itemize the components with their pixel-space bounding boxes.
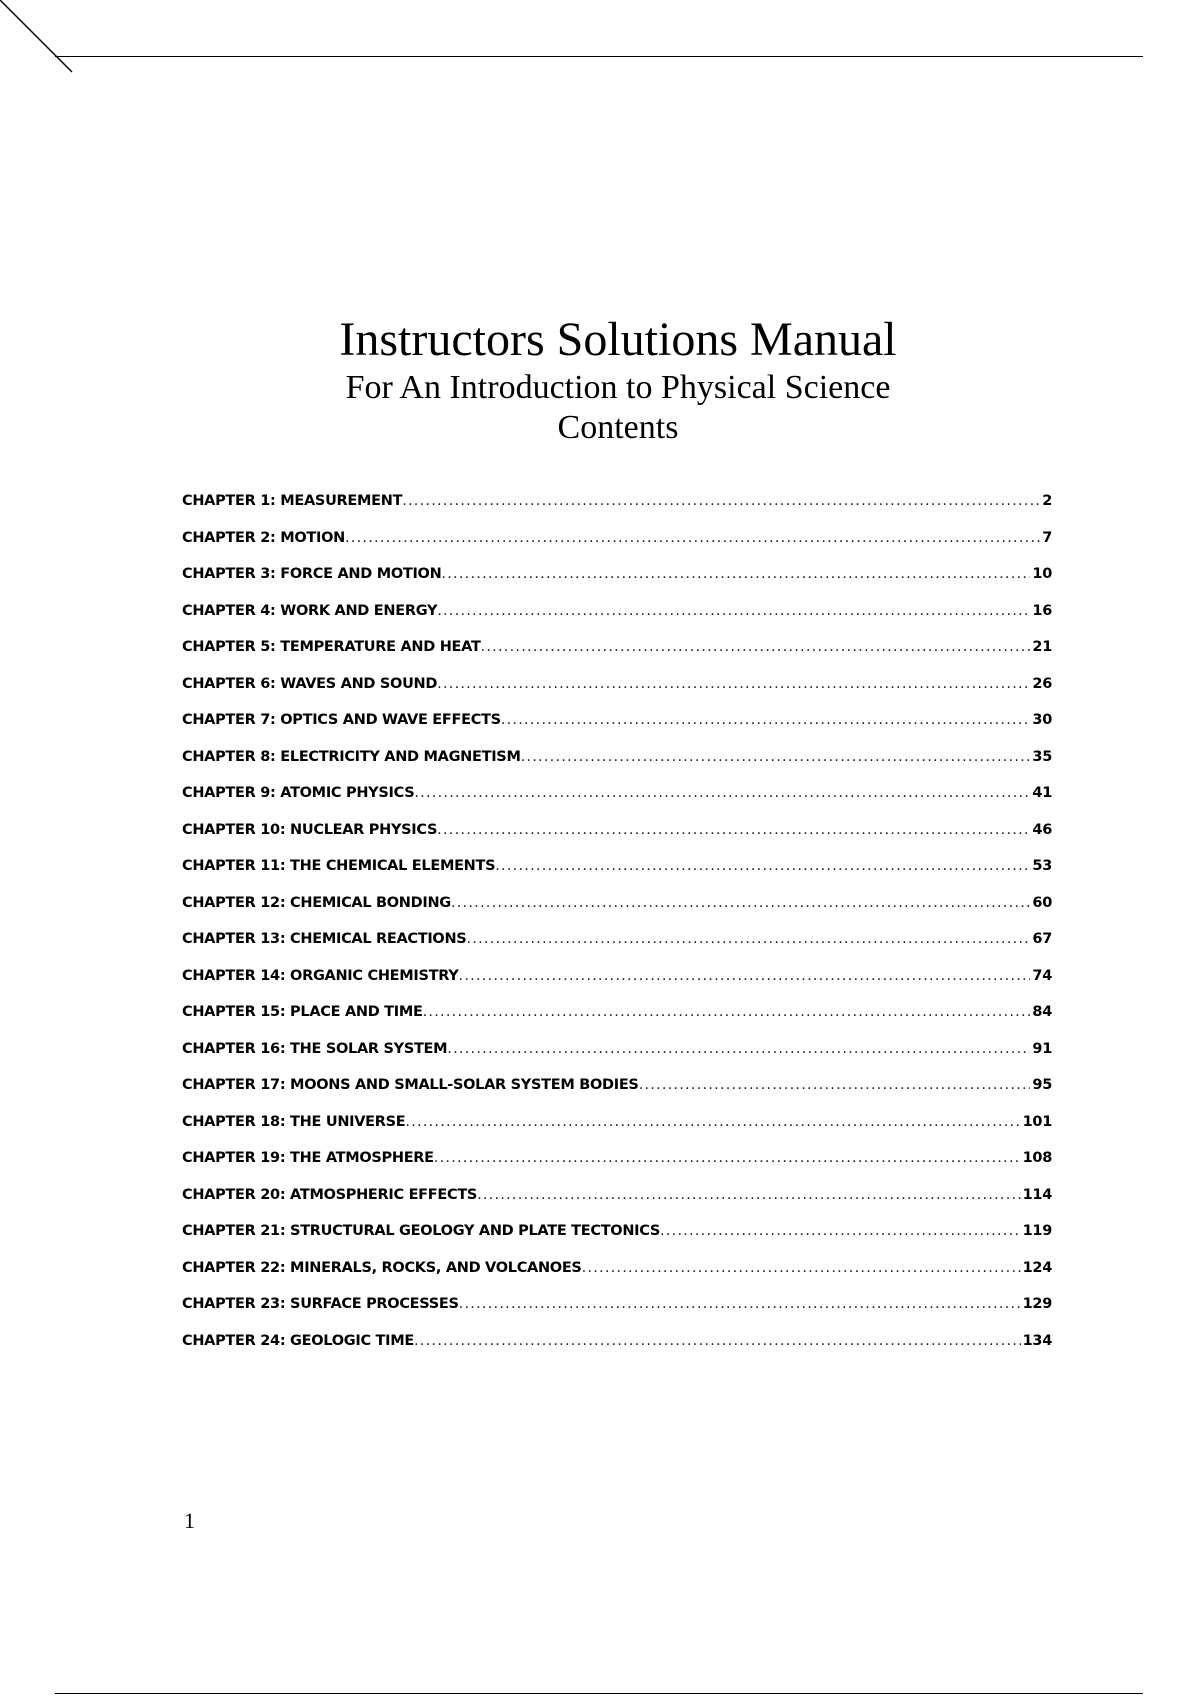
toc-dot-leader	[345, 530, 1040, 546]
toc-entry-label: CHAPTER 10: NUCLEAR PHYSICS	[182, 821, 438, 838]
toc-dot-leader	[434, 1150, 1021, 1166]
toc-entry-page: 46	[1032, 821, 1052, 838]
toc-dot-leader	[660, 1223, 1021, 1239]
toc-dot-leader	[405, 1114, 1020, 1130]
toc-entry-label: CHAPTER 14: ORGANIC CHEMISTRY	[182, 967, 459, 984]
toc-dot-leader	[451, 895, 1031, 911]
toc-entry-label: CHAPTER 9: ATOMIC PHYSICS	[182, 785, 415, 801]
toc-dot-leader	[466, 931, 1030, 947]
bottom-rule	[55, 1693, 1143, 1694]
contents-heading: Contents	[557, 409, 679, 446]
toc-dot-leader	[447, 1041, 1030, 1057]
toc-entry[interactable]	[182, 749, 1052, 786]
toc-entry[interactable]	[182, 785, 1052, 822]
toc-entry-page: 53	[1032, 858, 1052, 874]
toc-entry-label: CHAPTER 18: THE UNIVERSE	[182, 1113, 406, 1130]
toc-dot-leader	[441, 566, 1030, 582]
toc-entry-label: CHAPTER 12: CHEMICAL BONDING	[182, 894, 451, 911]
toc-entry[interactable]	[182, 603, 1052, 640]
toc-entry-label: CHAPTER 13: CHEMICAL REACTIONS	[182, 931, 467, 947]
document-title: Instructors Solutions Manual	[339, 313, 897, 366]
toc-entry[interactable]	[182, 1333, 1052, 1370]
top-rule	[55, 56, 1143, 57]
toc-entry-page: 119	[1022, 1223, 1052, 1239]
toc-dot-leader	[423, 1004, 1031, 1020]
toc-dot-leader	[481, 639, 1031, 655]
toc-entry-label: CHAPTER 22: MINERALS, ROCKS, AND VOLCANOES	[182, 1259, 582, 1276]
toc-entry-page: 84	[1032, 1004, 1052, 1020]
toc-entry-label: CHAPTER 5: TEMPERATURE AND HEAT	[182, 639, 481, 655]
table-of-contents	[182, 493, 1052, 1369]
toc-entry-page: 21	[1032, 639, 1052, 655]
toc-entry-page: 129	[1022, 1296, 1052, 1312]
toc-dot-leader	[459, 1296, 1021, 1312]
toc-entry[interactable]	[182, 1041, 1052, 1078]
toc-entry[interactable]	[182, 1150, 1052, 1187]
toc-entry-page: 16	[1032, 602, 1052, 619]
toc-entry-label: CHAPTER 8: ELECTRICITY AND MAGNETISM	[182, 748, 521, 765]
toc-entry[interactable]	[182, 566, 1052, 603]
toc-entry[interactable]	[182, 895, 1052, 932]
toc-entry-label: CHAPTER 1: MEASUREMENT	[182, 493, 403, 509]
toc-dot-leader	[459, 968, 1031, 984]
toc-entry-page: 60	[1032, 894, 1052, 911]
toc-entry[interactable]	[182, 712, 1052, 749]
corner-crop-mark	[0, 0, 80, 80]
toc-entry[interactable]	[182, 1223, 1052, 1260]
toc-entry-page: 124	[1022, 1259, 1052, 1276]
page-number: 1	[184, 1508, 195, 1533]
toc-entry-label: CHAPTER 17: MOONS AND SMALL-SOLAR SYSTEM BODIES	[182, 1077, 639, 1093]
toc-entry-label: CHAPTER 15: PLACE AND TIME	[182, 1004, 423, 1020]
toc-entry-label: CHAPTER 7: OPTICS AND WAVE EFFECTS	[182, 712, 501, 728]
toc-dot-leader	[582, 1260, 1021, 1276]
toc-entry-page: 108	[1022, 1150, 1052, 1166]
toc-entry-page: 101	[1022, 1113, 1052, 1130]
toc-entry-label: CHAPTER 24: GEOLOGIC TIME	[182, 1332, 414, 1349]
toc-dot-leader	[437, 822, 1030, 838]
document-subtitle: For An Introduction to Physical Science	[345, 369, 891, 406]
toc-entry-page: 134	[1022, 1332, 1052, 1349]
toc-entry-page: 26	[1032, 675, 1052, 692]
toc-dot-leader	[521, 749, 1031, 765]
toc-entry-page: 10	[1032, 566, 1052, 582]
toc-entry-page: 7	[1042, 529, 1052, 546]
toc-entry-label: CHAPTER 21: STRUCTURAL GEOLOGY AND PLATE TECTONICS	[182, 1223, 661, 1239]
toc-entry-page: 2	[1042, 493, 1052, 509]
toc-entry[interactable]	[182, 676, 1052, 713]
toc-entry-page: 35	[1032, 748, 1052, 765]
toc-entry-page: 74	[1032, 967, 1052, 984]
toc-dot-leader	[495, 858, 1030, 874]
toc-dot-leader	[414, 1333, 1021, 1349]
toc-dot-leader	[501, 712, 1031, 728]
toc-entry[interactable]	[182, 1296, 1052, 1333]
toc-entry-page: 41	[1032, 785, 1052, 801]
toc-entry-page: 30	[1032, 712, 1052, 728]
toc-entry-page: 95	[1032, 1077, 1052, 1093]
toc-entry[interactable]	[182, 1114, 1052, 1151]
toc-entry[interactable]	[182, 639, 1052, 676]
toc-dot-leader	[639, 1077, 1031, 1093]
toc-entry-page: 114	[1022, 1186, 1052, 1203]
toc-entry[interactable]	[182, 1260, 1052, 1297]
toc-dot-leader	[477, 1187, 1021, 1203]
toc-entry-label: CHAPTER 4: WORK AND ENERGY	[182, 602, 438, 619]
toc-entry[interactable]	[182, 1187, 1052, 1224]
toc-entry-label: CHAPTER 20: ATMOSPHERIC EFFECTS	[182, 1186, 478, 1203]
toc-entry[interactable]	[182, 530, 1052, 567]
toc-entry-label: CHAPTER 23: SURFACE PROCESSES	[182, 1296, 459, 1312]
toc-entry-label: CHAPTER 3: FORCE AND MOTION	[182, 566, 442, 582]
toc-entry-page: 67	[1032, 931, 1052, 947]
toc-entry[interactable]	[182, 858, 1052, 895]
toc-entry-label: CHAPTER 6: WAVES AND SOUND	[182, 675, 438, 692]
toc-dot-leader	[414, 785, 1030, 801]
toc-entry[interactable]	[182, 822, 1052, 859]
toc-entry-label: CHAPTER 2: MOTION	[182, 529, 345, 546]
toc-entry-page: 91	[1032, 1040, 1052, 1057]
toc-dot-leader	[437, 676, 1030, 692]
toc-entry-label: CHAPTER 11: THE CHEMICAL ELEMENTS	[182, 858, 496, 874]
toc-entry-label: CHAPTER 19: THE ATMOSPHERE	[182, 1150, 434, 1166]
toc-entry-label: CHAPTER 16: THE SOLAR SYSTEM	[182, 1040, 448, 1057]
toc-entry[interactable]	[182, 1077, 1052, 1114]
toc-entry[interactable]	[182, 968, 1052, 1005]
toc-dot-leader	[402, 493, 1040, 509]
toc-dot-leader	[437, 603, 1030, 619]
toc-entry[interactable]	[182, 931, 1052, 968]
title-block	[0, 312, 1200, 448]
toc-entry[interactable]	[182, 1004, 1052, 1041]
toc-entry[interactable]	[182, 493, 1052, 530]
